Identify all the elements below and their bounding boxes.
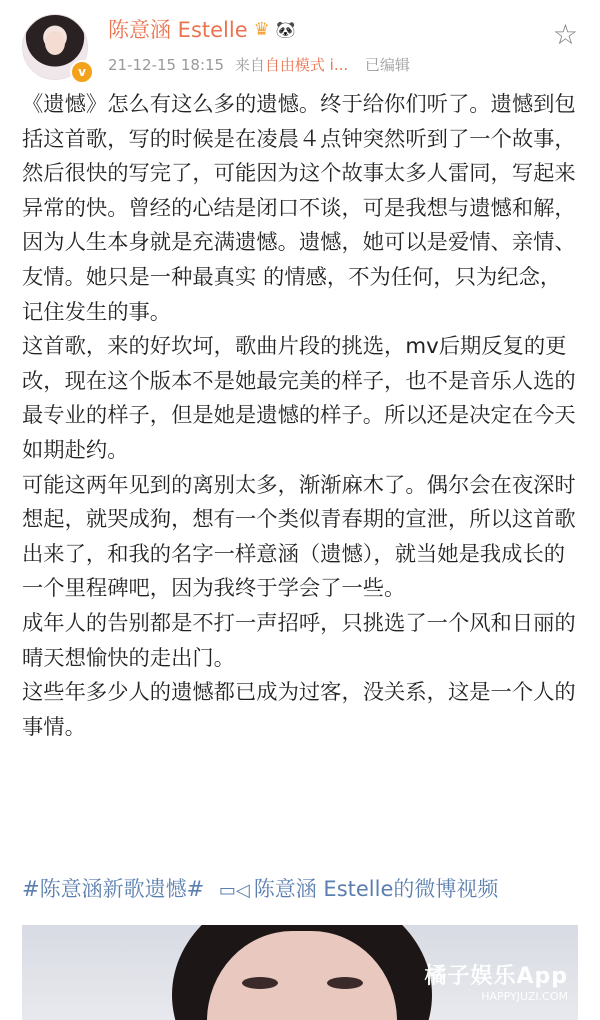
edited-label: 已编辑: [364, 56, 410, 74]
post-tags: [22, 872, 582, 908]
video-thumbnail[interactable]: [22, 925, 578, 1020]
avatar-face: [45, 31, 65, 55]
video-icon: ▭◁: [218, 880, 250, 901]
post-content: [22, 88, 578, 745]
post-header: [0, 0, 600, 90]
watermark-title: 橘子娱乐App: [424, 964, 568, 989]
post-paragraph: 成年人的告别都是不打一声招呼，只挑选了一个风和日丽的晴天想愉快的走出门。: [22, 610, 576, 671]
source-link[interactable]: 自由模式 i...: [264, 56, 349, 74]
source-prefix: 来自: [234, 56, 265, 74]
post-paragraph: 这些年多少人的遗憾都已成为过客，没关系，这是一个人的事情。: [22, 680, 576, 740]
watermark: [424, 959, 568, 1003]
panda-icon: 🐼: [275, 19, 296, 39]
topic-tag-link[interactable]: #陈意涵新歌遗憾#: [22, 877, 205, 901]
thumbnail-eye: [327, 977, 363, 989]
post-time: 21-12-15 18:15: [108, 56, 225, 74]
user-name-text[interactable]: 陈意涵 Estelle: [108, 18, 248, 42]
watermark-url: HAPPYJUZI.COM: [481, 990, 568, 1003]
star-icon[interactable]: ☆: [552, 18, 578, 51]
verified-badge-icon: v: [70, 60, 94, 84]
post-paragraph: 《遗憾》怎么有这么多的遗憾。终于给你们听了。遗憾到包括这首歌，写的时候是在凌晨４点钟突然听到了一个故事，然后很快的写完了，可能因为这个故事太多人雷同，写起来异常的快。曾经的心结是闭口不谈，可是我想与遗憾和解，因为人生本身就是充满遗憾。遗憾，她可以是爱情、亲情、友情。她只是一种最真实 的情感，不为任何，只为纪念，记住发生的事。: [22, 92, 576, 325]
user-name[interactable]: [108, 14, 296, 44]
crown-icon: ♛: [253, 18, 270, 40]
video-link[interactable]: 陈意涵 Estelle的微博视频: [253, 877, 499, 901]
post-meta: [108, 54, 416, 75]
post-paragraph: 这首歌，来的好坎坷，歌曲片段的挑选，mv后期反复的更改，现在这个版本不是她最完美的样子，也不是音乐人选的最专业的样子，但是她是遗憾的样子。所以还是决定在今天如期赴约。: [22, 334, 576, 463]
post-paragraph: 可能这两年见到的离别太多，渐渐麻木了。偶尔会在夜深时想起，就哭成狗，想有一个类似青春期的宣泄，所以这首歌出来了，和我的名字一样意涵（遗憾），就当她是我成长的一个里程碑吧，因为我终于学会了一些。: [22, 472, 576, 602]
thumbnail-eye: [242, 977, 278, 989]
